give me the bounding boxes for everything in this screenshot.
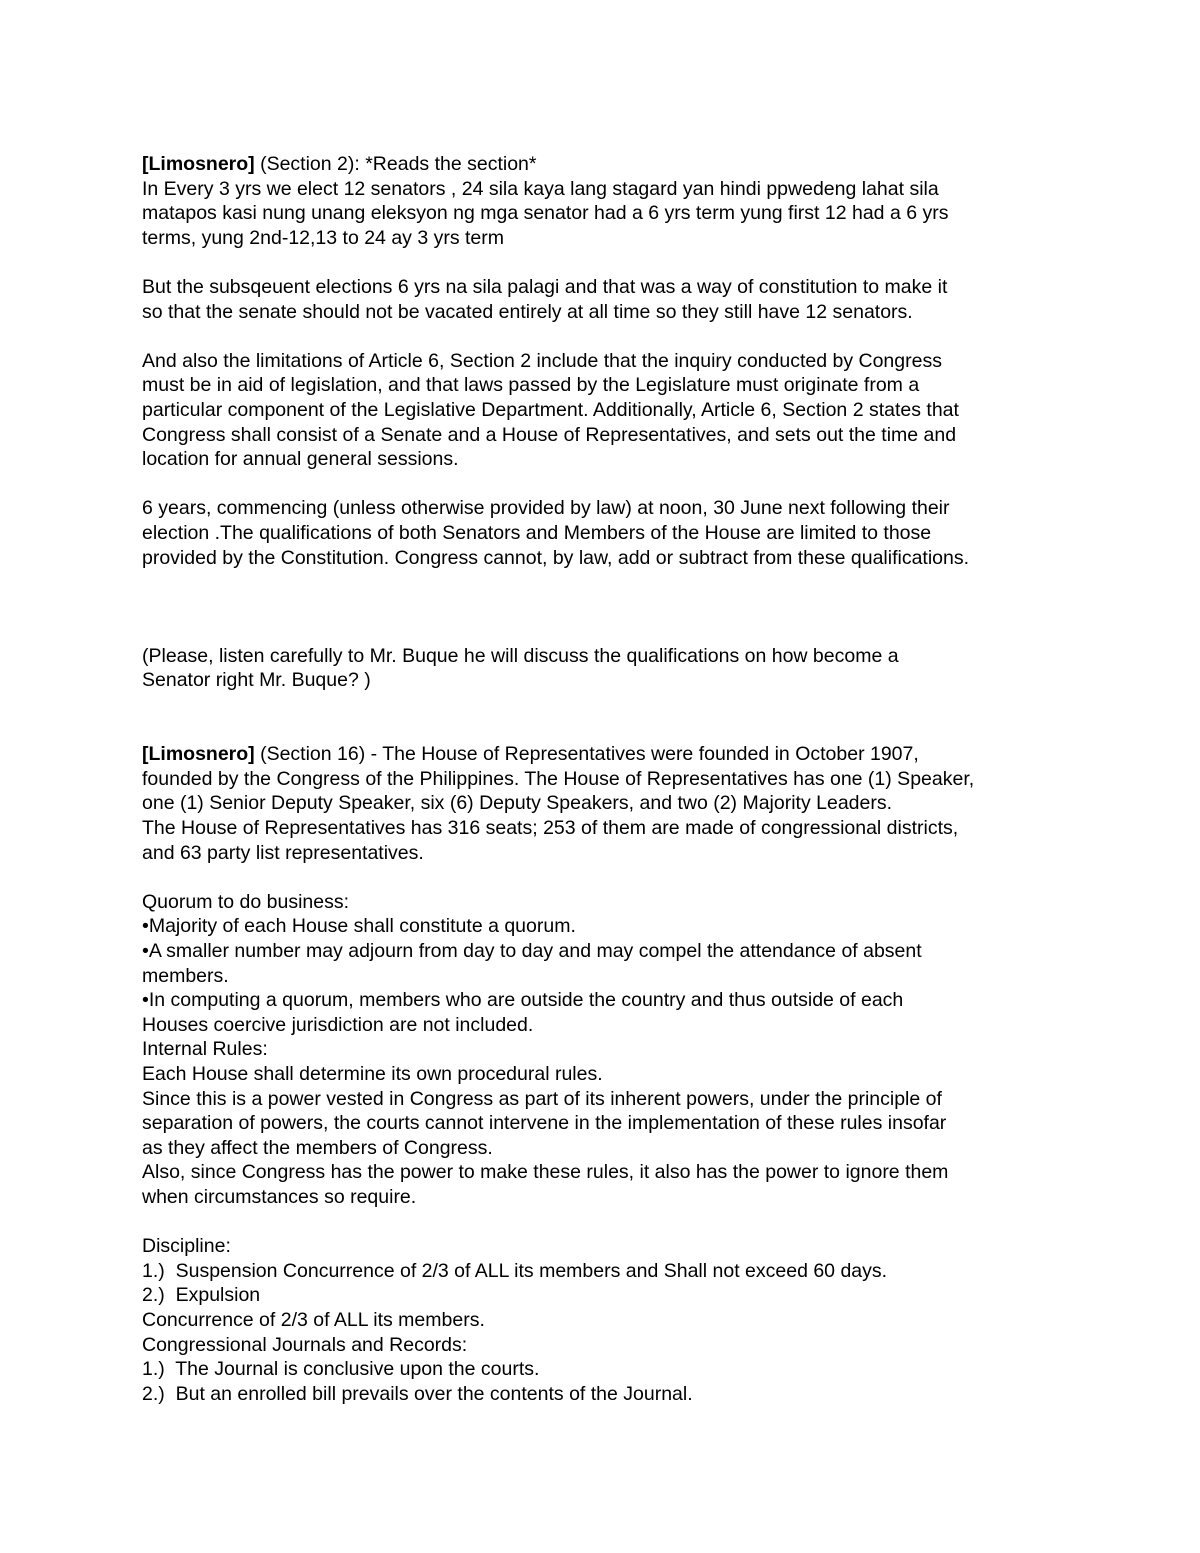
paragraph-line: location for annual general sessions. — [142, 448, 459, 471]
paragraph-line: The House of Representatives has 316 seats; 253 of them are made of congressional districts, — [142, 817, 959, 840]
quorum-line: as they affect the members of Congress. — [142, 1136, 493, 1159]
quorum-line: •A smaller number may adjourn from day to day and may compel the attendance of absent — [142, 940, 922, 962]
paragraph-line: one (1) Senior Deputy Speaker, six (6) Deputy Speakers, and two (2) Majority Leaders. — [142, 792, 893, 815]
quorum-line: Internal Rules: — [142, 1038, 268, 1061]
paragraph-line: matapos kasi nung unang eleksyon ng mga senator had a 6 yrs term yung first 12 had a 6 yrs — [142, 202, 949, 225]
paragraph-line: (Please, listen carefully to Mr. Buque he will discuss the qualifications on how become a — [142, 644, 899, 667]
section-2-title: (Section 2): *Reads the section* — [254, 153, 537, 175]
paragraph-line: and 63 party list representatives. — [142, 841, 424, 864]
section-16-title: (Section 16) - The House of Representatives were founded in October 1907, — [254, 743, 919, 766]
speaker-name: [Limosnero] — [142, 743, 255, 766]
paragraph-line: 6 years, commencing (unless otherwise provided by law) at noon, 30 June next following their — [142, 497, 950, 520]
quorum-line: Houses coercive jurisdiction are not included. — [142, 1013, 534, 1036]
section-16-heading — [142, 742, 1062, 767]
discipline-line: Concurrence of 2/3 of ALL its members. — [142, 1308, 485, 1331]
paragraph-line: founded by the Congress of the Philippines. The House of Representatives has one (1) Speaker, — [142, 767, 975, 790]
paragraph-line: Senator right Mr. Buque? ) — [142, 669, 371, 692]
quorum-line: when circumstances so require. — [142, 1185, 417, 1208]
paragraph-line: And also the limitations of Article 6, Section 2 include that the inquiry conducted by Congress — [142, 349, 942, 372]
discipline-line: Discipline: — [142, 1235, 231, 1258]
paragraph-line: particular component of the Legislative Department. Additionally, Article 6, Section 2 states that — [142, 398, 959, 421]
document-page — [142, 152, 1062, 1406]
discipline-line: Congressional Journals and Records: — [142, 1333, 468, 1356]
discipline-line: 2.) But an enrolled bill prevails over the contents of the Journal. — [142, 1382, 693, 1405]
discipline-line: 1.) Suspension Concurrence of 2/3 of ALL its members and Shall not exceed 60 days. — [142, 1259, 888, 1282]
quorum-line: Also, since Congress has the power to make these rules, it also has the power to ignore them — [142, 1161, 949, 1184]
paragraph-line: election .The qualifications of both Senators and Members of the House are limited to those — [142, 521, 932, 544]
speaker-name: [Limosnero] — [142, 153, 255, 175]
quorum-line: •Majority of each House shall constitute a quorum. — [142, 915, 576, 938]
quorum-line: members. — [142, 964, 229, 987]
section-2-heading — [142, 152, 1062, 177]
paragraph-line: must be in aid of legislation, and that laws passed by the Legislature must originate from a — [142, 374, 920, 397]
discipline-line: 1.) The Journal is conclusive upon the courts. — [142, 1358, 540, 1381]
paragraph-line: But the subsqeuent elections 6 yrs na sila palagi and that was a way of constitution to make it — [142, 275, 948, 298]
quorum-line: Each House shall determine its own procedural rules. — [142, 1062, 603, 1085]
paragraph-line: terms, yung 2nd-12,13 to 24 ay 3 yrs term — [142, 226, 505, 249]
discipline-line: 2.) Expulsion — [142, 1284, 261, 1307]
quorum-line: Since this is a power vested in Congress as part of its inherent powers, under the principle of — [142, 1087, 942, 1110]
paragraph-line: so that the senate should not be vacated entirely at all time so they still have 12 senators. — [142, 300, 913, 323]
quorum-line: •In computing a quorum, members who are outside the country and thus outside of each — [142, 989, 904, 1012]
quorum-line: Quorum to do business: — [142, 890, 350, 913]
paragraph-line: provided by the Constitution. Congress cannot, by law, add or subtract from these qualifications. — [142, 546, 970, 569]
paragraph-line: In Every 3 yrs we elect 12 senators , 24 sila kaya lang stagard yan hindi ppwedeng lahat sila — [142, 177, 939, 200]
quorum-line: separation of powers, the courts cannot intervene in the implementation of these rules insofar — [142, 1112, 947, 1135]
paragraph-line: Congress shall consist of a Senate and a House of Representatives, and sets out the time and — [142, 423, 957, 446]
